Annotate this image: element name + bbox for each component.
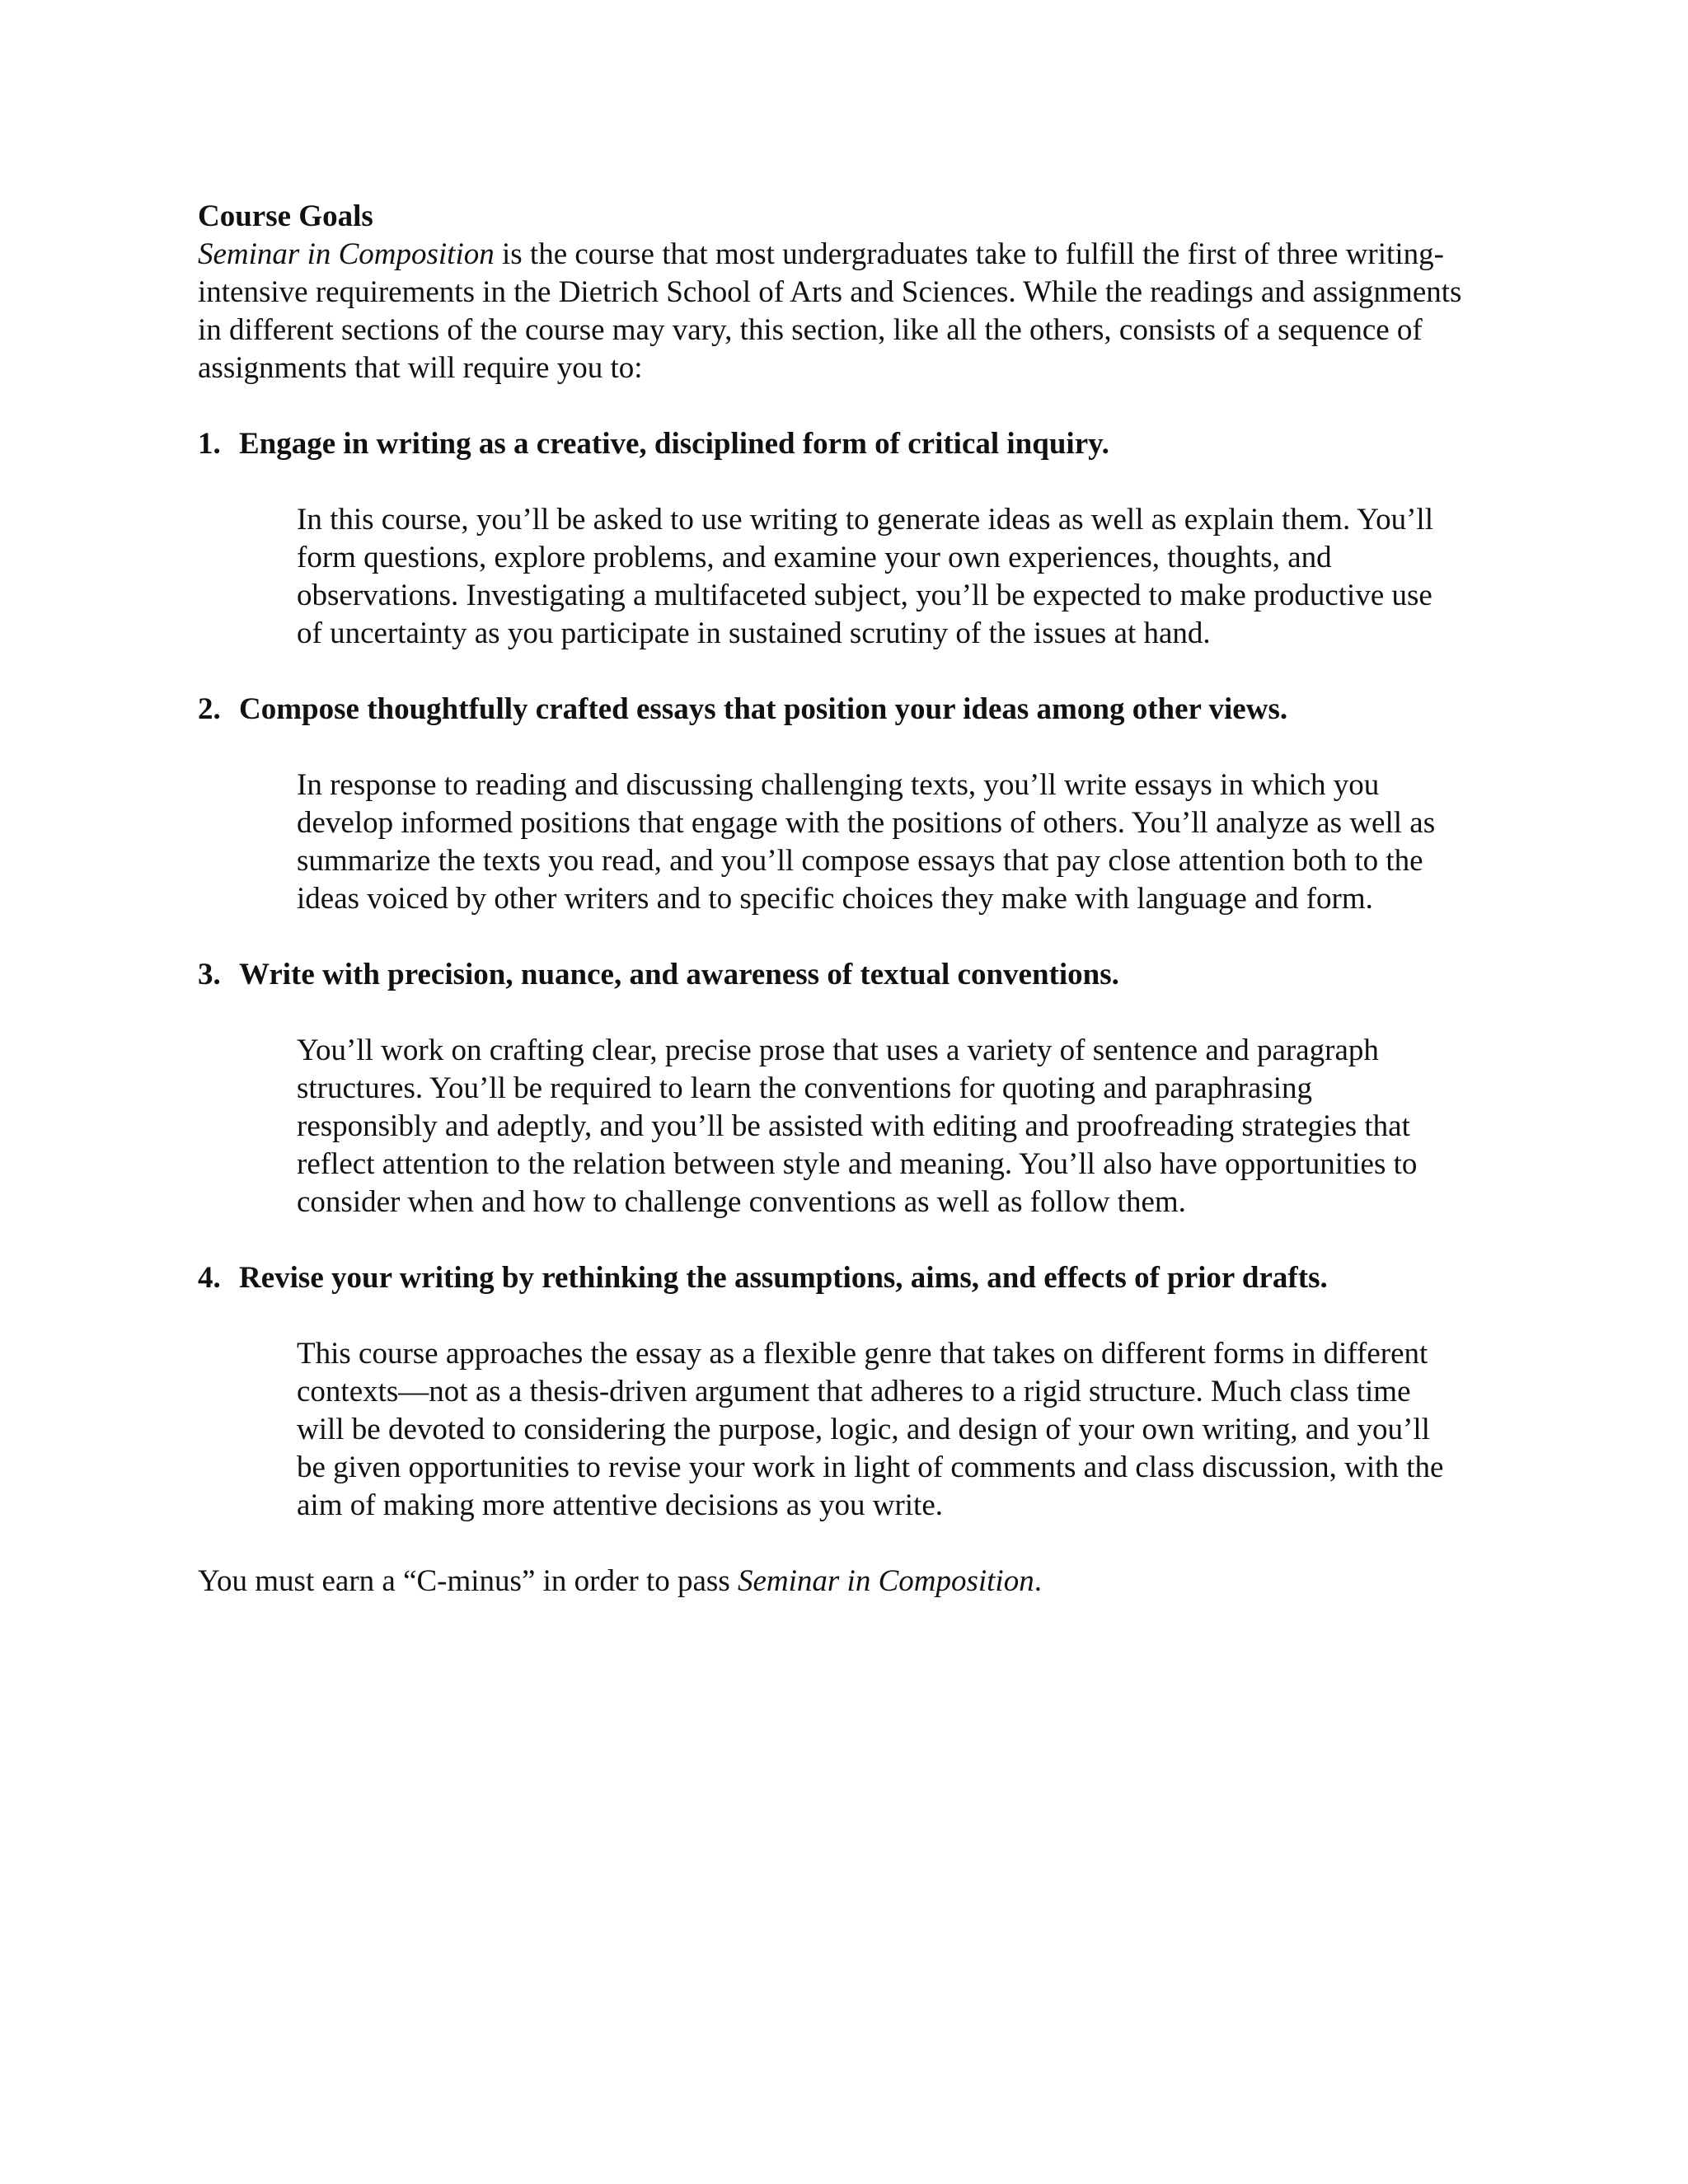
closing-paragraph: [198, 1563, 1492, 1601]
goal-3-heading: [198, 956, 1492, 994]
goal-1-number: 1.: [198, 427, 221, 461]
closing-course-name: Seminar in Composition: [737, 1564, 1034, 1598]
goal-1-body: In this course, you’ll be asked to use writing to generate ideas as well as explain them. You’ll form questions, explore problems, and examine your own experiences, thoughts, and observations. Investigating a multifaceted subject, you’ll be expected to make productive use of uncertainty as you participate in sustained scrutiny of the issues at hand.: [297, 503, 1433, 650]
goal-1-heading-text: Engage in writing as a creative, disciplined form of critical inquiry.: [239, 427, 1109, 461]
goal-4: [198, 1259, 1492, 1525]
goal-2-heading-text: Compose thoughtfully crafted essays that position your ideas among other views.: [239, 692, 1288, 726]
goal-1: [198, 425, 1492, 653]
goal-3: [198, 956, 1492, 1221]
goal-3-body: You’ll work on crafting clear, precise prose that uses a variety of sentence and paragraph structures. You’ll be required to learn the conventions for quoting and paraphrasing responsibly and adeptly, and you’ll be assisted with editing and proofreading strategies that reflect attention to the relation between style and meaning. You’ll also have opportunities to consider when and how to challenge conventions as well as follow them.: [297, 1033, 1418, 1219]
goal-2-body: In response to reading and discussing challenging texts, you’ll write essays in which you develop informed positions that engage with the positions of others. You’ll analyze as well as summarize the texts you read, and you’ll compose essays that pay close attention both to the ideas voiced by other writers and to specific choices they make with language and form.: [297, 768, 1436, 916]
goal-3-heading-text: Write with precision, nuance, and awareness of textual conventions.: [239, 958, 1119, 991]
intro-paragraph: [198, 236, 1492, 387]
goal-4-number: 4.: [198, 1261, 221, 1295]
document-page: [198, 198, 1492, 1631]
goal-2-number: 2.: [198, 692, 221, 726]
closing-suffix: .: [1034, 1564, 1042, 1598]
goal-2: [198, 691, 1492, 918]
goal-3-number: 3.: [198, 958, 221, 991]
goal-1-heading: [198, 425, 1492, 463]
goal-4-body: This course approaches the essay as a flexible genre that takes on different forms in different contexts—not as a thesis-driven argument that adheres to a rigid structure. Much class time will be devoted to considering the purpose, logic, and design of your own writing, and you’ll be given opportunities to revise your work in light of comments and class discussion, with the aim of making more attentive decisions as you write.: [297, 1337, 1444, 1522]
goal-4-heading: [198, 1259, 1492, 1297]
goal-4-heading-text: Revise your writing by rethinking the assumptions, aims, and effects of prior drafts.: [239, 1261, 1328, 1295]
closing-prefix: You must earn a “C-minus” in order to pass: [198, 1564, 738, 1598]
intro-text: is the course that most undergraduates take to fulfill the first of three writing-intensive requirements in the Dietrich School of Arts and Sciences. While the readings and assignments in different sections of the course may vary, this section, like all the others, consists of a sequence of assignments that will require you to:: [198, 237, 1462, 385]
intro-course-name: Seminar in Composition: [198, 237, 495, 271]
goal-2-heading: [198, 691, 1492, 729]
page-title: Course Goals: [198, 199, 373, 233]
